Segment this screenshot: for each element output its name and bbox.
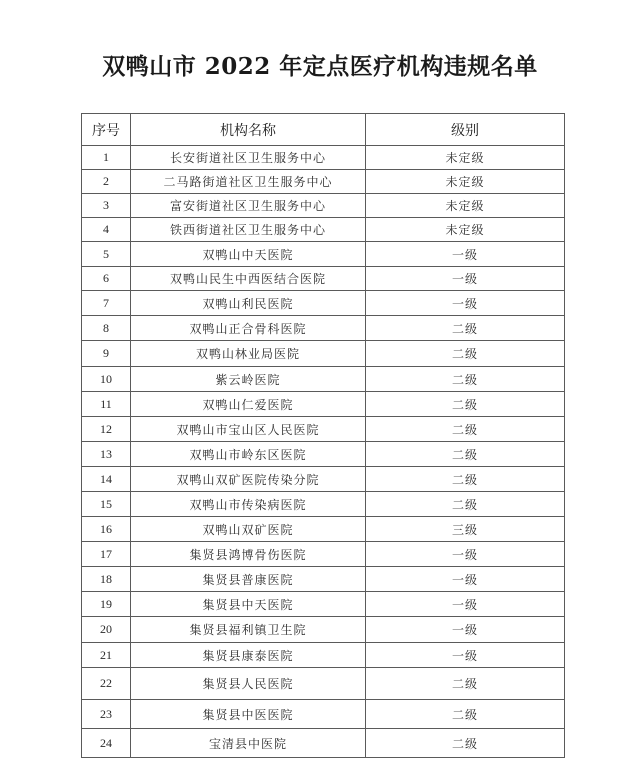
row-institution-name: 双鸭山双矿医院 [131,517,366,542]
row-level: 一级 [366,267,565,291]
table-body [82,146,565,758]
table-row [82,617,565,643]
table-row [82,291,565,316]
table-row [82,567,565,592]
violation-table [81,113,565,758]
row-level: 二级 [366,316,565,341]
row-serial-number: 16 [82,517,131,542]
table-row [82,542,565,567]
row-level: 一级 [366,291,565,316]
row-institution-name: 集贤县鸿博骨伤医院 [131,542,366,567]
row-institution-name: 富安街道社区卫生服务中心 [131,194,366,218]
row-level: 一级 [366,242,565,267]
row-serial-number: 8 [82,316,131,341]
table-row [82,668,565,700]
header-serial-number: 序号 [82,114,131,146]
row-serial-number: 3 [82,194,131,218]
row-institution-name: 紫云岭医院 [131,367,366,392]
row-level: 二级 [366,442,565,467]
row-serial-number: 23 [82,700,131,729]
row-level: 二级 [366,341,565,367]
row-institution-name: 双鸭山林业局医院 [131,341,366,367]
row-institution-name: 集贤县人民医院 [131,668,366,700]
row-serial-number: 12 [82,417,131,442]
row-level: 二级 [366,367,565,392]
table-row [82,267,565,291]
row-level: 未定级 [366,194,565,218]
row-institution-name: 双鸭山仁爱医院 [131,392,366,417]
row-serial-number: 17 [82,542,131,567]
row-serial-number: 15 [82,492,131,517]
row-serial-number: 6 [82,267,131,291]
row-institution-name: 集贤县中医医院 [131,700,366,729]
row-level: 未定级 [366,218,565,242]
row-level: 二级 [366,392,565,417]
row-serial-number: 1 [82,146,131,170]
row-serial-number: 21 [82,643,131,668]
table-row [82,367,565,392]
row-institution-name: 双鸭山中天医院 [131,242,366,267]
table-row [82,729,565,758]
page-title: 双鸭山市 2022 年定点医疗机构违规名单 [102,53,538,80]
row-level: 二级 [366,492,565,517]
table-row [82,392,565,417]
row-institution-name: 集贤县福利镇卫生院 [131,617,366,643]
table-row [82,218,565,242]
row-level: 未定级 [366,146,565,170]
row-serial-number: 2 [82,170,131,194]
row-level: 一级 [366,567,565,592]
table-row [82,242,565,267]
row-institution-name: 双鸭山利民医院 [131,291,366,316]
table-row [82,417,565,442]
header-institution-name: 机构名称 [131,114,366,146]
row-institution-name: 铁西街道社区卫生服务中心 [131,218,366,242]
header-level: 级别 [366,114,565,146]
row-serial-number: 20 [82,617,131,643]
row-level: 一级 [366,617,565,643]
row-serial-number: 24 [82,729,131,758]
row-institution-name: 集贤县康泰医院 [131,643,366,668]
table-row [82,492,565,517]
table-row [82,700,565,729]
table-row [82,146,565,170]
table-header-row [82,114,565,146]
row-level: 三级 [366,517,565,542]
row-serial-number: 14 [82,467,131,492]
row-serial-number: 10 [82,367,131,392]
row-serial-number: 9 [82,341,131,367]
row-level: 一级 [366,643,565,668]
table-row [82,467,565,492]
row-institution-name: 双鸭山正合骨科医院 [131,316,366,341]
table-row [82,316,565,341]
row-institution-name: 长安街道社区卫生服务中心 [131,146,366,170]
row-institution-name: 二马路街道社区卫生服务中心 [131,170,366,194]
row-institution-name: 双鸭山市宝山区人民医院 [131,417,366,442]
table-row [82,517,565,542]
table-row [82,442,565,467]
row-serial-number: 19 [82,592,131,617]
row-level: 二级 [366,417,565,442]
row-institution-name: 宝清县中医院 [131,729,366,758]
table-row [82,194,565,218]
row-level: 一级 [366,542,565,567]
row-institution-name: 集贤县中天医院 [131,592,366,617]
row-serial-number: 11 [82,392,131,417]
row-institution-name: 双鸭山双矿医院传染分院 [131,467,366,492]
row-institution-name: 集贤县普康医院 [131,567,366,592]
row-institution-name: 双鸭山民生中西医结合医院 [131,267,366,291]
row-serial-number: 18 [82,567,131,592]
row-serial-number: 13 [82,442,131,467]
row-level: 二级 [366,729,565,758]
row-serial-number: 7 [82,291,131,316]
table-row [82,643,565,668]
row-institution-name: 双鸭山市传染病医院 [131,492,366,517]
row-level: 一级 [366,592,565,617]
row-serial-number: 22 [82,668,131,700]
row-level: 二级 [366,668,565,700]
table-row [82,341,565,367]
table-row [82,592,565,617]
row-level: 未定级 [366,170,565,194]
row-serial-number: 5 [82,242,131,267]
row-serial-number: 4 [82,218,131,242]
row-institution-name: 双鸭山市岭东区医院 [131,442,366,467]
row-level: 二级 [366,700,565,729]
table-row [82,170,565,194]
row-level: 二级 [366,467,565,492]
